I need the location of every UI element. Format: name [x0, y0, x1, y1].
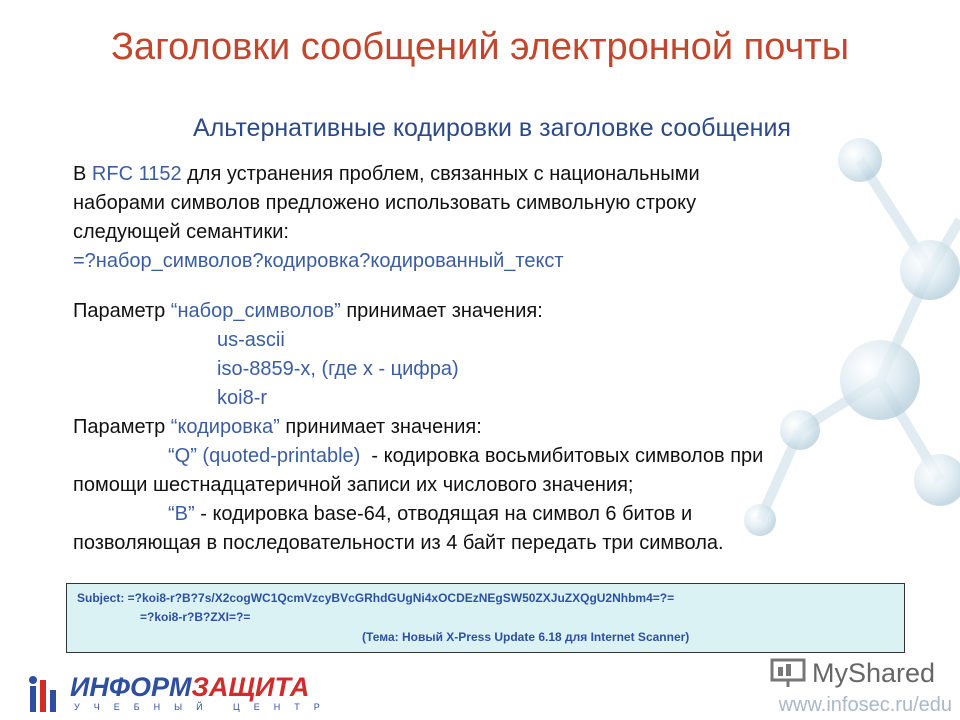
text-span: для устранения проблем, связанных с национальными — [181, 163, 700, 185]
subject-example-box — [66, 583, 905, 653]
text-span: принимает значения: — [279, 416, 482, 438]
param-name: “кодировка” — [170, 416, 280, 438]
myshared-watermark — [770, 656, 936, 690]
text-span: - кодировка base-64, отводящая на символ 6 битов и — [194, 503, 693, 525]
encoding-b-label: “B” — [168, 503, 195, 525]
watermark-text: MyShared — [812, 658, 936, 688]
example-line: =?koi8-r?B?ZXI=?= — [140, 610, 251, 624]
charset-value: koi8-r — [217, 387, 268, 409]
footer-url[interactable]: www.infosec.ru/edu — [778, 694, 952, 716]
text-span: - кодировка восьмибитовых символов при — [360, 445, 764, 467]
logo-word-part: ЗАЩИТА — [191, 672, 310, 702]
text-span: Параметр — [73, 416, 171, 438]
logo-mark-icon — [22, 674, 64, 714]
example-translation: (Тема: Новый X-Press Update 6.18 для Internet Scanner) — [362, 630, 690, 644]
logo-word-part: ИНФОРМ — [70, 672, 192, 702]
logo-subtitle: УЧЕБНЫЙ ЦЕНТР — [74, 702, 334, 712]
body-line — [73, 160, 903, 189]
slide-title: Заголовки сообщений электронной почты — [110, 26, 850, 68]
body-line: наборами символов предложено использовать символьную строку — [73, 192, 697, 214]
body-line — [73, 297, 903, 326]
body-line — [73, 413, 903, 442]
body-line: позволяющая в последовательности из 4 байт передать три символа. — [73, 532, 724, 554]
presentation-icon — [770, 658, 806, 688]
slide-subtitle: Альтернативные кодировки в заголовке сообщения — [193, 114, 791, 142]
charset-value: iso-8859-x, (где х - цифра) — [217, 358, 459, 380]
body-text — [73, 160, 903, 558]
infosec-logo — [22, 672, 334, 716]
rfc-reference: RFC 1152 — [91, 163, 182, 185]
body-line: помощи шестнадцатеричной записи их числового значения; — [73, 474, 634, 496]
param-name: “набор_символов” — [170, 300, 341, 322]
text-span: В — [73, 163, 92, 185]
body-line — [73, 500, 903, 529]
encoding-syntax: =?набор_символов?кодировка?кодированный_текст — [73, 250, 564, 272]
body-line: следующей семантики: — [73, 221, 289, 243]
example-line: Subject: =?koi8-r?B?7s/X2cogWC1QcmVzcyBVcGRhdGUgNi4xOCDEzNEgSW50ZXJuZXQgU2Nhbm4=?= — [77, 591, 675, 605]
body-line — [73, 442, 903, 471]
text-span: принимает значения: — [340, 300, 543, 322]
charset-value: us-ascii — [217, 329, 285, 351]
logo-wordmark — [70, 672, 309, 703]
encoding-q-label: “Q” (quoted-printable) — [168, 445, 361, 467]
text-span: Параметр — [73, 300, 171, 322]
